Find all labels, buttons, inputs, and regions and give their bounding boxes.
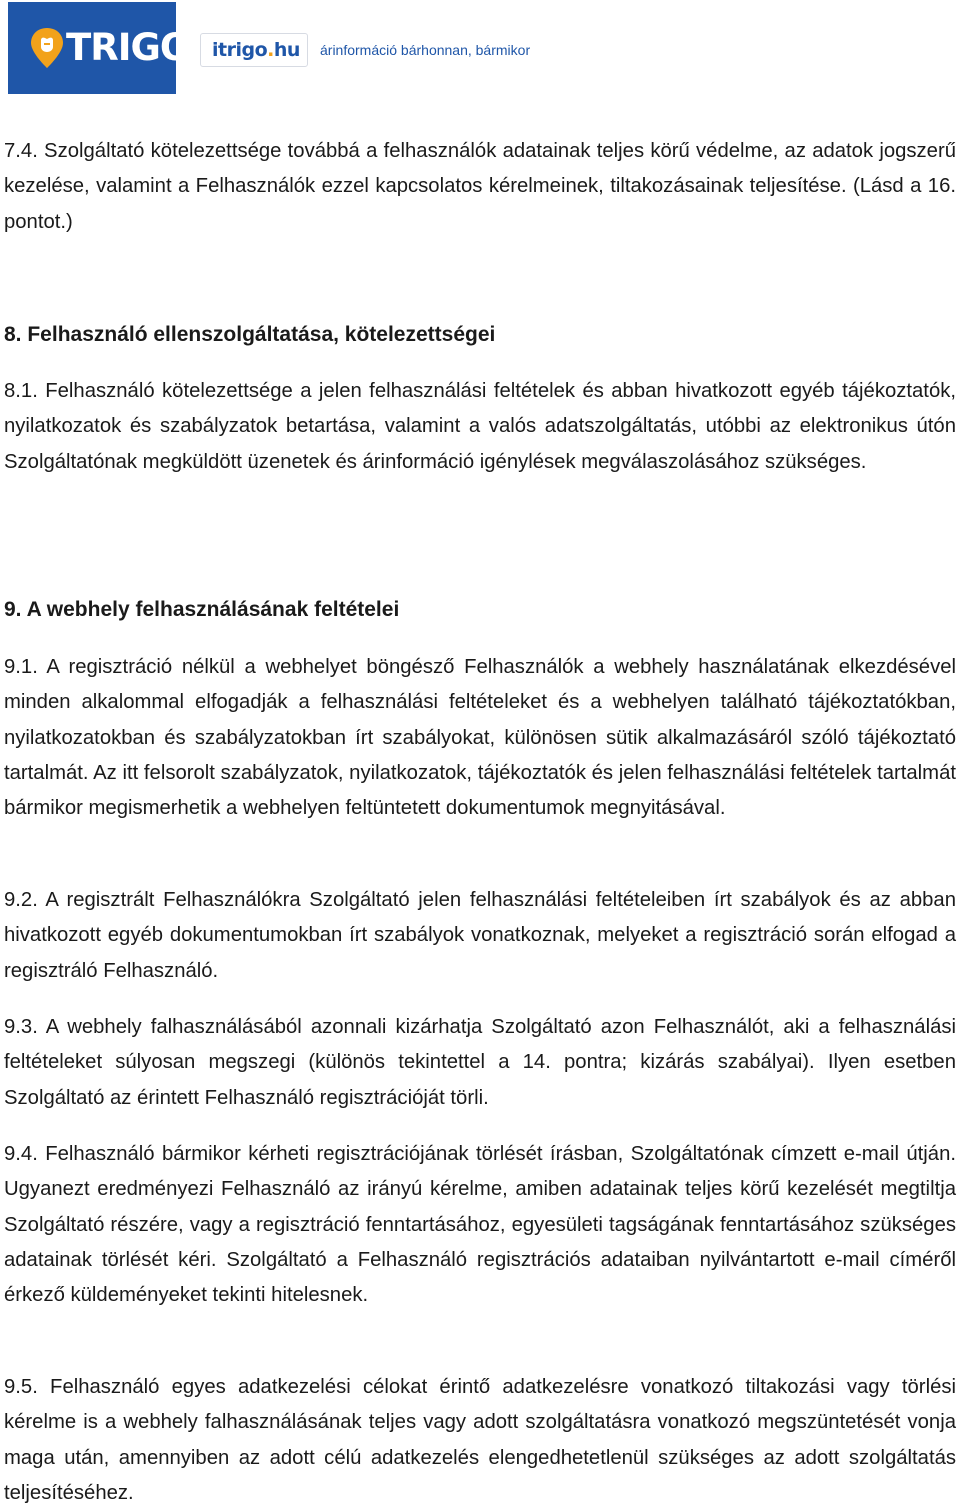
map-pin-icon [30, 27, 64, 69]
trigo-logo-text: TRIGO [66, 26, 191, 69]
tagline: árinformáció bárhonnan, bármikor [320, 42, 531, 58]
paragraph-8-1: 8.1. Felhasználó kötelezettsége a jelen felhasználási feltételek és abban hivatkozott egyéb tájékoztatók, nyilatkozatok és szabályzatok betartása, valamint a valós adatszolgáltatás, utóbbi az elektronikus útón Szolgáltatónak megküldött üzenetek és árinformáció igénylések megválaszolásához szükséges. [4, 380, 956, 473]
trigo-logo[interactable] [8, 2, 191, 94]
section-heading-8: 8. Felhasználó ellenszolgáltatása, kötelezettségei [4, 323, 496, 346]
page-header [8, 2, 960, 94]
paragraph-9-4: 9.4. Felhasználó bármikor kérheti regisztrációjának törlését írásban, Szolgáltatónak címzett e-mail útján. Ugyanezt eredményezi Felhasználó az irányú kérelme, amiben adatainak teljes körű kezelését megtiltja Szolgáltató részére, vagy a regisztráció fenntartásához, egyesületi tagságának fenntartásához szükséges adatainak törlését kéri. Szolgáltató a Felhasználó regisztrációs adataiban nyilvántartott e-mail címéről érkező küldeményeket tekinti hitelesnek. [4, 1143, 956, 1307]
itrigo-logo[interactable] [200, 33, 308, 67]
paragraph-9-1: 9.1. A regisztráció nélkül a webhelyet böngésző Felhasználók a webhely használatának elkezdésével minden alkalommal elfogadják a felhasználási feltételeket és a webhelyen található tájékoztatókban, nyilatkozatokban és szabályzatokban írt szabályokat, különösen sütik alkalmazásáról szóló tájékoztató tartalmát. Az itt felsorolt szabályzatok, nyilatkozatok, tájékoztatók és jelen felhasználási feltételek tartalmát bármikor megismerhetik a webhelyen feltüntetett dokumentumok megnyitásával. [4, 656, 956, 820]
paragraph-9-2: 9.2. A regisztrált Felhasználókra Szolgáltató jelen felhasználási feltételeiben írt szabályok és az abban hivatkozott egyéb dokumentumokban írt szabályok vonatkoznak, melyeket a regisztráció során elfogad a regisztráló Felhasználó. [4, 889, 956, 982]
section-heading-9: 9. A webhely felhasználásának feltételei [4, 598, 400, 621]
paragraph-9-5: 9.5. Felhasználó egyes adatkezelési célokat érintő adatkezelésre vonatkozó tiltakozási vagy törlési kérelme is a webhely falhasználásának teljes vagy adott szolgáltatásra vonatkozó megszüntetését vonja maga után, amennyiben az adott célú adatkezelés elengedhetetlenül szükséges az adott szolgáltatás teljesítéséhez. [4, 1376, 956, 1504]
paragraph-9-3: 9.3. A webhely falhasználásából azonnali kizárhatja Szolgáltató azon Felhasználót, aki a felhasználási feltételeket súlyosan megszegi (különös tekintettel a 14. pontra; kizárás szabályai). Ilyen esetben Szolgáltató az érintett Felhasználó regisztrációját törli. [4, 1016, 956, 1109]
itrigo-logo-text: itrigo.hu [212, 39, 300, 61]
paragraph-7-4: 7.4. Szolgáltató kötelezettsége továbbá a felhasználók adatainak teljes körű védelme, az adatok jogszerű kezelése, valamint a Felhasználók ezzel kapcsolatos kérelmeinek, tiltakozásainak teljesítése. (Lásd a 16. pontot.) [4, 140, 956, 233]
